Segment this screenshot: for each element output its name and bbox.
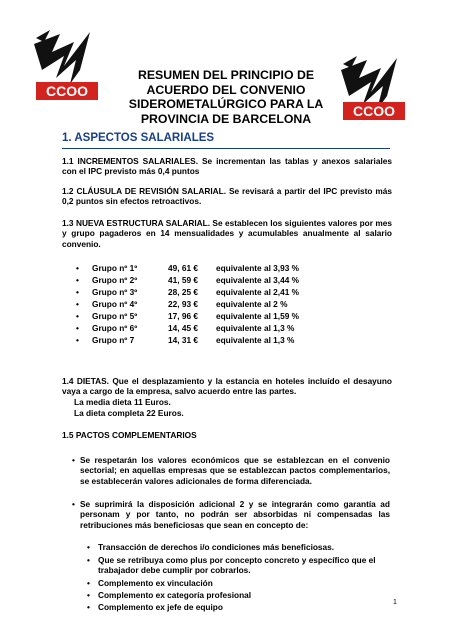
group-value: 22, 93 € [168, 299, 198, 309]
dieta-media: La media dieta 11 Euros. [74, 397, 171, 407]
group-value: 14, 45 € [168, 323, 198, 333]
heading-underline [62, 148, 390, 149]
bullet: • [87, 555, 90, 565]
group-name: Grupo nº 3º [92, 287, 138, 297]
group-name: Grupo nº 7 [92, 335, 135, 345]
bullet: • [72, 455, 75, 465]
sub-list-item-text: Que se retribuya como plus por concepto concreto y específico que el trabajador debe cumplir por cobrarlos. [98, 555, 376, 576]
bullet: • [76, 323, 79, 333]
bullet: • [76, 311, 79, 321]
paragraph-1-2: 1.2 CLÁUSULA DE REVISIÓN SALARIAL. Se revisará a partir del IPC previsto más 0,2 puntos sin efectos retroactivos. [62, 186, 392, 207]
group-equivalence: equivalente al 3,93 % [216, 263, 300, 273]
bullet: • [76, 263, 79, 273]
sub-list-item [87, 590, 390, 600]
list-item-text: Se suprimirá la disposición adicional 2 y se integrarán como garantía ad personam y por tanto, no podrán ser absorbidas ni compensadas las retribuciones más beneficiosas que sean en concepto de: [80, 499, 390, 530]
sub-list-item [87, 542, 390, 552]
bullet: • [76, 275, 79, 285]
paragraph-1-5: 1.5 PACTOS COMPLEMENTARIOS [62, 430, 197, 440]
group-name: Grupo nº 5º [92, 311, 138, 321]
ccoo-logo [337, 52, 413, 130]
bullet: • [87, 542, 90, 552]
bullet: • [76, 287, 79, 297]
logo-text: CCOO [353, 103, 395, 119]
logo-text: CCOO [46, 83, 88, 99]
group-value: 14, 31 € [168, 335, 198, 345]
list-item [72, 455, 390, 486]
dieta-completa: La dieta completa 22 Euros. [74, 408, 184, 418]
group-value: 28, 25 € [168, 287, 198, 297]
sub-list-item-text: Complemento ex vinculación [98, 578, 213, 588]
bullet: • [76, 335, 79, 345]
group-equivalence: equivalente al 3,44 % [216, 275, 300, 285]
group-value: 41, 59 € [168, 275, 198, 285]
paragraph-1-4: 1.4 DIETAS. Que el desplazamiento y la estancia en hoteles incluído el desayuno vaya a cargo de la empresa, salvo acuerdo entre las partes. [62, 376, 392, 397]
title-line: PROVINCIA DE BARCELONA [140, 111, 312, 126]
sub-list-item [87, 602, 390, 612]
group-name: Grupo nº 1º [92, 263, 138, 273]
group-equivalence: equivalente al 1,59 % [216, 311, 300, 321]
title-line: ACUERDO DEL CONVENIO [146, 82, 306, 97]
list-item [72, 499, 390, 530]
title-line: RESUMEN DEL PRINCIPIO DE [137, 68, 315, 82]
bullet: • [72, 499, 75, 509]
group-name: Grupo nº 4º [92, 299, 138, 309]
ccoo-logo [30, 26, 106, 104]
sub-list-item-text: Complemento ex jefe de equipo [98, 602, 223, 612]
group-name: Grupo nº 2º [92, 275, 138, 285]
document-title [110, 68, 342, 126]
group-value: 17, 96 € [168, 311, 198, 321]
paragraph-1-1: 1.1 INCREMENTOS SALARIALES. Se incrementan las tablas y anexos salariales con el IPC previsto más 0,4 puntos [62, 156, 392, 177]
group-equivalence: equivalente al 2,41 % [216, 287, 300, 297]
page-number: 1 [393, 599, 397, 606]
sub-list-item [87, 578, 390, 588]
section-heading: 1. ASPECTOS SALARIALES [62, 132, 215, 144]
title-line: SIDEROMETALÚRGICO PARA LA [128, 97, 324, 112]
bullet: • [87, 602, 90, 612]
group-equivalence: equivalente al 1,3 % [216, 335, 295, 345]
group-name: Grupo nº 6º [92, 323, 138, 333]
sub-list-item-text: Transacción de derechos i/o condiciones más beneficiosas. [98, 542, 335, 552]
bullet: • [87, 590, 90, 600]
group-equivalence: equivalente al 1,3 % [216, 323, 295, 333]
bullet: • [76, 299, 79, 309]
paragraph-1-3: 1.3 NUEVA ESTRUCTURA SALARIAL. Se establecen los siguientes valores por mes y grupo pagaderos en 14 mensualidades y acumulables anualmente al salario convenio. [62, 218, 392, 249]
list-item-text: Se respetarán los valores económicos que se establezcan en el convenio sectorial; en aquellas empresas que se establezcan pactos complementarios, se establecerán valores adicionales de forma diferenciada. [80, 455, 390, 486]
bullet: • [87, 578, 90, 588]
sub-list-item [87, 555, 390, 576]
sub-list-item-text: Complemento ex categoría profesional [98, 590, 252, 600]
group-equivalence: equivalente al 2 % [216, 299, 288, 309]
group-value: 49, 61 € [168, 263, 198, 273]
